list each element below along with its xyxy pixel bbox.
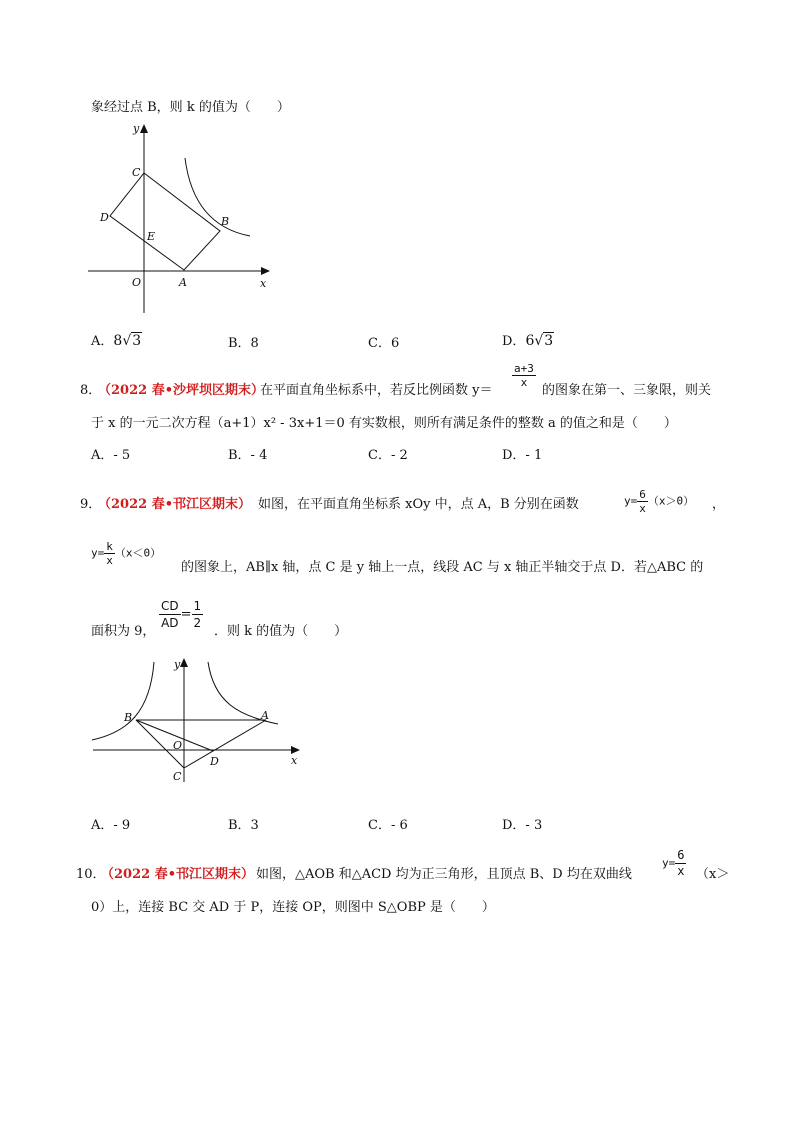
q9-label-x: x <box>291 754 298 767</box>
q9-label-a: A <box>261 709 269 722</box>
q10-number: 10． <box>76 867 106 882</box>
q10-function <box>662 848 686 879</box>
q9-function-1-fraction: $\frac{6}{x}$ <box>639 488 646 515</box>
q8-number: 8． <box>80 383 102 398</box>
q9-stem-line2: 的图象上，AB∥x 轴，点 C 是 y 轴上一点，线段 AC 与 x 轴正半轴交于点 D．若△ABC 的 <box>181 560 704 575</box>
q9-figure <box>88 652 308 787</box>
q8-fraction-denominator: x <box>520 376 528 389</box>
q9-number: 9． <box>80 497 102 512</box>
q7-label-x: x <box>260 277 267 290</box>
q10-stem-line1: 如图，△AOB 和△ACD 均为正三角形，且顶点 B、D 均在双曲线 <box>256 867 632 882</box>
q7-option-d[interactable] <box>502 330 554 349</box>
q10-source: （2022 春•邗江区期末） <box>101 867 255 882</box>
q9-half-fraction: $\frac{1}{2}$ <box>193 599 202 630</box>
q9-ratio-equals: = <box>180 607 192 622</box>
q9-option-b[interactable]: B．3 <box>228 818 259 833</box>
q8-stem-line1b: 的图象在第一、三象限，则关 <box>542 383 712 398</box>
q7-x-arrow <box>261 267 270 275</box>
q9-function-2-fraction: $\frac{k}{x}$ <box>106 540 113 567</box>
q8-fraction-numerator: a+3 <box>514 362 534 375</box>
q8-option-c[interactable]: C．- 2 <box>368 448 408 463</box>
q7-option-a[interactable] <box>91 330 142 349</box>
q9-function-2 <box>91 540 161 567</box>
q7-label-c: C <box>132 166 141 179</box>
q10-stem-line1-end: （x＞ <box>696 867 730 882</box>
q10-stem-line2: 0）上，连接 BC 交 AD 于 P，连接 OP，则图中 S△OBP 是（ ） <box>91 900 495 915</box>
q9-ratio-fraction: $\frac{CD}{AD}$ <box>161 599 179 630</box>
q9-function-2-lhs: y= <box>91 546 105 560</box>
q7-label-o: O <box>132 276 142 289</box>
q9-label-o: O <box>173 739 183 752</box>
q8-option-a[interactable]: A．- 5 <box>91 448 131 463</box>
q9-function-2-condition: （x＜0） <box>114 546 162 560</box>
q9-function-1-lhs: y= <box>624 494 638 508</box>
q8-option-d[interactable]: D．- 1 <box>502 448 543 463</box>
q7-hyperbola <box>185 158 250 236</box>
q9-function-1-condition: （x＞0） <box>647 494 695 508</box>
q9-option-d[interactable]: D．- 3 <box>502 818 543 833</box>
q7-label-a: A <box>179 276 187 289</box>
q9-label-d: D <box>210 755 219 768</box>
q9-source: （2022 春•邗江区期末） <box>98 497 252 512</box>
q7-option-c[interactable]: C．6 <box>368 336 400 351</box>
q9-y-arrow <box>180 658 188 667</box>
q7-option-a-label: A． <box>91 334 114 349</box>
q7-option-d-label: D． <box>502 334 526 349</box>
q9-ratio <box>159 598 203 631</box>
q7-label-b: B <box>221 215 230 228</box>
q8-source: （2022 春•沙坪坝区期末） <box>98 383 265 398</box>
q7-option-b[interactable]: B．8 <box>228 336 259 351</box>
q9-label-b: B <box>124 711 133 724</box>
q7-rectangle <box>110 173 220 270</box>
q8-fraction <box>512 362 536 389</box>
q9-stem-line3a: 面积为 9， <box>91 624 156 639</box>
q7-label-e: E <box>147 230 156 243</box>
q10-function-lhs: y= <box>662 856 676 870</box>
q9-option-a[interactable]: A．- 9 <box>91 818 131 833</box>
q7-label-y: y <box>133 122 140 135</box>
q9-function-1 <box>624 488 694 515</box>
q9-option-c[interactable]: C．- 6 <box>368 818 408 833</box>
q10-function-fraction: $\frac{6}{x}$ <box>677 848 685 878</box>
q9-stem-line1: 如图，在平面直角坐标系 xOy 中，点 A，B 分别在函数 <box>258 497 579 512</box>
q9-label-c: C <box>173 770 182 783</box>
q9-x-arrow <box>291 746 300 754</box>
q8-option-b[interactable]: B．- 4 <box>228 448 268 463</box>
q7-y-arrow <box>140 124 148 133</box>
q8-stem-line2: 于 x 的一元二次方程（a+1）x² - 3x+1＝0 有实数根，则所有满足条件的整数 a 的值之和是（ ） <box>91 416 677 431</box>
q7-stem-continued: 象经过点 B，则 k 的值为（ ） <box>91 100 290 115</box>
q9-label-y: y <box>174 658 181 671</box>
q9-stem-line1-end: ， <box>712 497 726 512</box>
q7-label-d: D <box>100 211 109 224</box>
q8-stem-line1a: 在平面直角坐标系中，若反比例函数 y＝ <box>260 383 493 398</box>
q7-figure <box>88 118 278 318</box>
q7-option-d-value: 6√3 <box>525 333 554 349</box>
q7-option-a-value: 8√3 <box>113 333 142 349</box>
q9-stem-line3b: ．则 k 的值为（ ） <box>214 624 348 639</box>
